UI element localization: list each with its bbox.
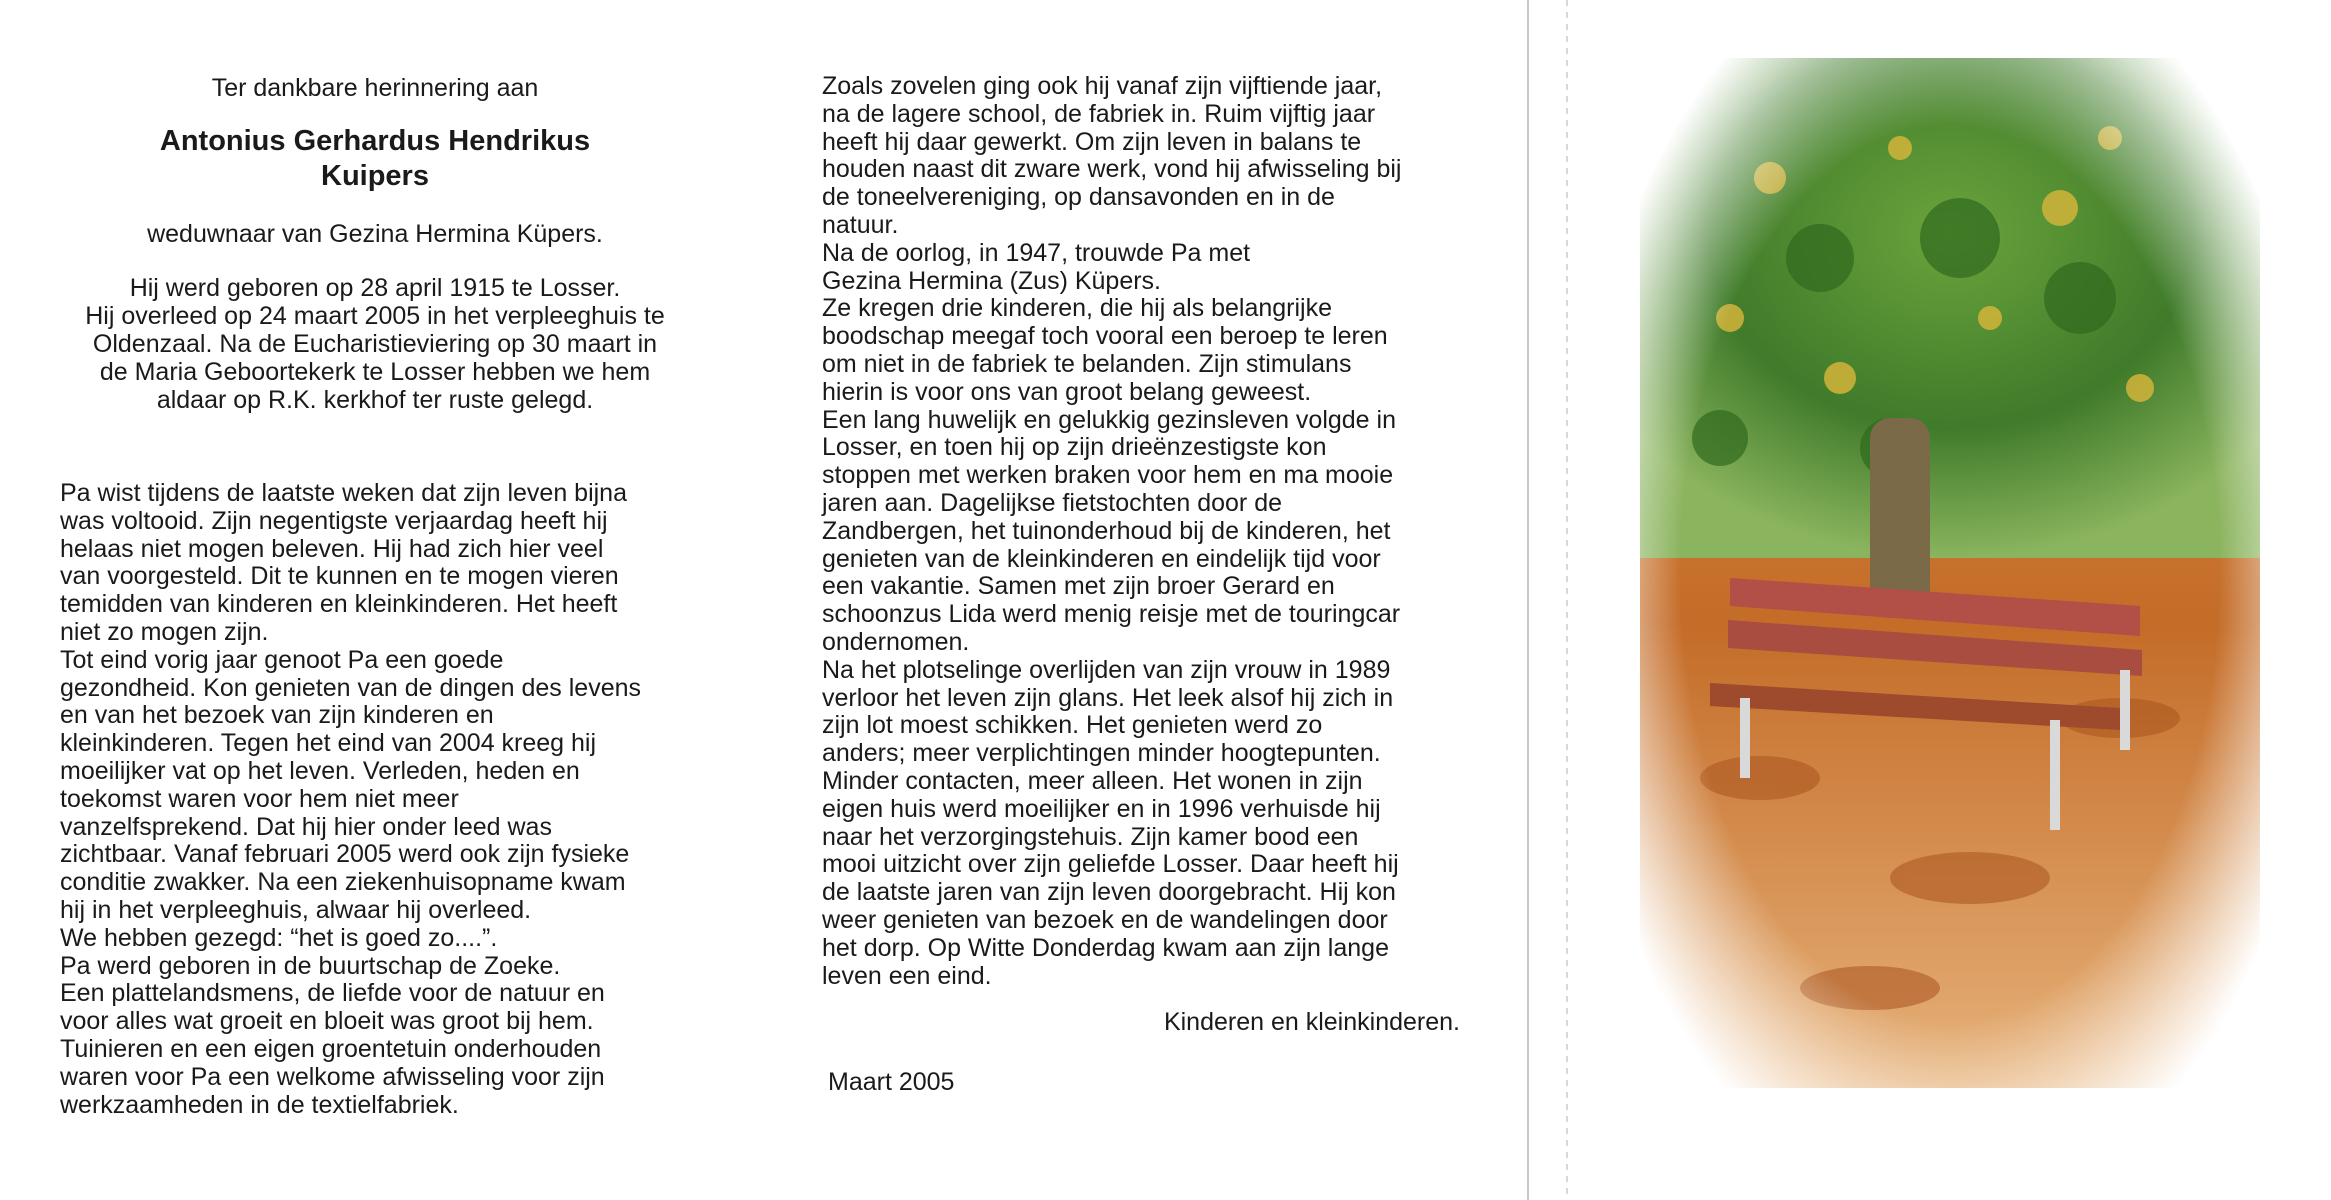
name-line-1: Antonius Gerhardus Hendrikus [159,125,591,157]
text-line: genieten van de kleinkinderen en eindelijk tijd voor [822,544,1381,573]
biography-right [822,73,1462,990]
text-line: om niet in de fabriek te belanden. Zijn stimulans [822,349,1352,378]
text-line: Na de oorlog, in 1947, trouwde Pa met [822,238,1251,267]
text-line: We hebben gezegd: “het is goed zo....”. [60,923,498,952]
text-line: stoppen met werken braken voor hem en ma mooie [822,461,1394,490]
text-line: natuur. [822,210,899,239]
text-line: Zandbergen, het tuinonderhoud bij de kinderen, het [822,516,1391,545]
text-line: gezondheid. Kon genieten van de dingen des levens [60,673,642,702]
dates-line: de Maria Geboortekerk te Losser hebben we hem [99,358,651,386]
text-line: Zoals zovelen ging ook hij vanaf zijn vijftiende jaar, [822,72,1383,100]
text-line: zichtbaar. Vanaf februari 2005 werd ook zijn fysieke [60,840,630,869]
text-line: jaren aan. Dagelijkse fietstochten door de [822,488,1283,517]
dates-line: Hij werd geboren op 28 april 1915 te Losser. [129,274,621,302]
text-line: toekomst waren voor hem niet meer [60,784,459,813]
text-line: het dorp. Op Witte Donderdag kwam aan zijn lange [822,933,1389,962]
text-line: Een plattelandsmens, de liefde voor de natuur en [60,979,605,1008]
text-line: weer genieten van bezoek en de wandelingen door [822,905,1388,934]
text-line: van voorgesteld. Dit te kunnen en te mogen vieren [60,562,619,591]
text-line: boodschap meegaf toch vooral een beroep te leren [822,322,1388,351]
text-line: de toneelvereniging, op dansavonden en in de [822,183,1335,212]
text-line: temidden van kinderen en kleinkinderen. Het heeft [60,590,618,619]
intro-block [55,74,695,414]
widow-line: weduwnaar van Gezina Hermina Küpers. [147,220,603,248]
text-line: een vakantie. Samen met zijn broer Gerard en [822,572,1335,601]
text-line: schoonzus Lida werd menig reisje met de touringcar [822,600,1401,629]
text-line: zijn lot moest schikken. Het genieten werd zo [822,711,1323,740]
text-line: helaas niet mogen beleven. Hij had zich hier veel [60,534,604,563]
deceased-name [55,124,695,194]
signoff: Kinderen en kleinkinderen. [1163,1008,1460,1036]
text-line: vanzelfsprekend. Dat hij hier onder leed was [60,812,552,841]
text-line: Na het plotselinge overlijden van zijn vrouw in 1989 [822,655,1391,684]
text-line: conditie zwakker. Na een ziekenhuisopname kwam [60,868,626,897]
text-line: anders; meer verplichtingen minder hoogtepunten. [822,739,1381,768]
name-line-2: Kuipers [321,160,429,192]
text-line: Een lang huwelijk en gelukkig gezinsleven volgde in [822,405,1396,434]
text-line: mooi uitzicht over zijn geliefde Losser. Daar heeft hij [822,850,1399,879]
text-line: leven een eind. [822,961,992,990]
dates-line: Oldenzaal. Na de Eucharistieviering op 30 maart in [92,330,658,358]
memorial-heading: Ter dankbare herinnering aan [211,74,539,102]
text-line: Losser, en toen hij op zijn drieënzestigste kon [822,433,1327,462]
text-line: de laatste jaren van zijn leven doorgebracht. Hij kon [822,878,1396,907]
text-line: naar het verzorgingstehuis. Zijn kamer bood een [822,822,1359,851]
text-line: Tot eind vorig jaar genoot Pa een goede [60,645,504,674]
fold-line [1527,0,1529,1200]
text-line: en van het bezoek van zijn kinderen en [60,701,494,730]
text-line: moeilijker vat op het leven. Verleden, heden en [60,756,580,785]
text-line: niet zo mogen zijn. [60,617,269,646]
dates-line: Hij overleed op 24 maart 2005 in het verpleeghuis te [85,302,665,330]
text-line: hij in het verpleeghuis, alwaar hij overleed. [60,895,532,924]
text-line: eigen huis werd moeilijker en in 1996 verhuisde hij [822,794,1381,823]
text-line: Tuinieren en een eigen groentetuin onderhouden [60,1034,602,1063]
text-line: verloor het leven zijn glans. Het leek alsof hij zich in [822,683,1394,712]
card-date: Maart 2005 [828,1068,955,1096]
text-line: Pa wist tijdens de laatste weken dat zijn leven bijna [60,479,627,507]
text-line: ondernomen. [822,627,970,656]
text-line: werkzaamheden in de textielfabriek. [60,1090,459,1119]
biography-left [60,480,700,1119]
left-page [0,0,745,1200]
text-line: na de lagere school, de fabriek in. Ruim vijftig jaar [822,99,1376,128]
text-line: houden naast dit zware werk, vond hij afwisseling bij [822,155,1402,184]
text-line: hierin is voor ons van groot belang geweest. [822,377,1312,406]
autumn-bench-image [1640,58,2260,1088]
text-line: Gezina Hermina (Zus) Küpers. [822,266,1162,295]
text-line: Minder contacten, meer alleen. Het wonen in zijn [822,766,1363,795]
text-line: waren voor Pa een welkome afwisseling voor zijn [60,1062,605,1091]
text-line: Pa werd geboren in de buurtschap de Zoeke. [60,951,561,980]
text-line: kleinkinderen. Tegen het eind van 2004 kreeg hij [60,729,597,758]
text-line: was voltooid. Zijn negentigste verjaardag heeft hij [60,506,608,535]
dates-line: aldaar op R.K. kerkhof ter ruste gelegd. [156,386,594,414]
text-line: Ze kregen drie kinderen, die hij als belangrijke [822,294,1333,323]
perforation-line [1566,0,1568,1200]
text-line: voor alles wat groeit en bloeit was groot bij hem. [60,1007,594,1036]
bench-photo [1640,58,2260,1088]
life-dates [55,274,695,414]
text-line: heeft hij daar gewerkt. Om zijn leven in balans te [822,127,1362,156]
